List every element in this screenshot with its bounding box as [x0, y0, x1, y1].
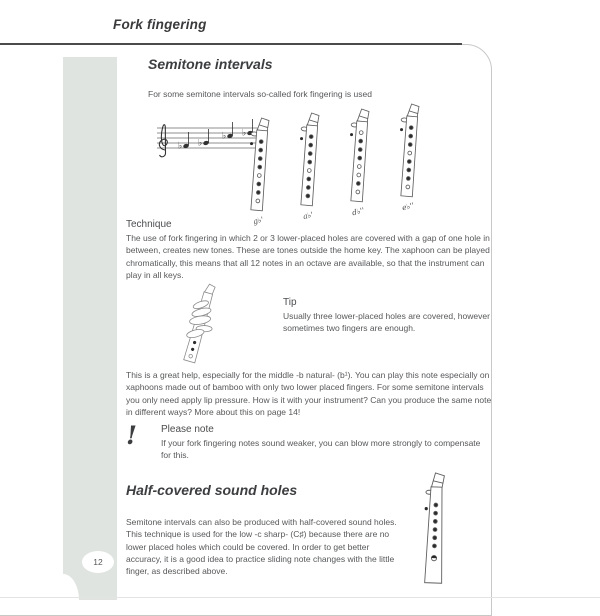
fingering-chart-db [340, 107, 376, 216]
header-rule [0, 43, 462, 45]
tip-heading: Tip [283, 297, 297, 308]
semitone-intro-text: For some semitone intervals so-called fork fingering is used [148, 89, 372, 99]
xaphoon-diagram-icon [290, 111, 326, 209]
exclamation-mark-icon: ! [126, 421, 137, 450]
fingering-chart-ab [290, 111, 326, 220]
help-paragraph: This is a great help, especially for the middle -b natural- (b¹). You can play this note especially on xaphoons made out of bamboo with only two lower placed fingers. For some semitone intervals you only need apply lip pressure. How is it with your instrument? Can you produce the same note in different ways? More about this on page 14! [126, 370, 492, 417]
half-covered-xaphoon-illustration [413, 471, 459, 589]
page-title: Fork fingering [113, 17, 207, 32]
page-bottom-edge [0, 597, 600, 598]
section-heading-semitone-intervals: Semitone intervals [148, 56, 273, 72]
svg-text:♭: ♭ [178, 141, 183, 152]
please-note-body: If your fork fingering notes sound weaker, you can blow more strongly to compensate for this. [161, 438, 481, 461]
tip-fingers-illustration [168, 281, 230, 369]
fingering-label: a♭' [302, 209, 314, 222]
svg-text:♭: ♭ [222, 131, 227, 142]
svg-text:♭: ♭ [198, 138, 203, 149]
technique-heading: Technique [126, 219, 172, 230]
page-number: 12 [93, 557, 103, 567]
half-covered-body: Semitone intervals can also be produced with half-covered sound holes. This technique is used for the low -c sharp- (C♯) because there are no lower placed holes which could be covered. In order to get better accuracy, it is a good idea to practice sliding note changes with the little finger, as described above. [126, 517, 397, 577]
xaphoon-diagram-icon [390, 102, 426, 200]
fingering-label: g♭' [251, 214, 265, 227]
svg-text:♭: ♭ [242, 128, 247, 139]
please-note-heading: Please note [161, 424, 214, 435]
fingering-label: d♭'' [350, 205, 366, 218]
sidebar-strip [63, 57, 117, 600]
fingering-chart-eb [390, 102, 426, 211]
tip-body: Usually three lower-placed holes are covered, however sometimes two fingers are enough. [283, 311, 490, 334]
xaphoon-diagram-icon [340, 107, 376, 205]
page-number-badge [82, 551, 114, 573]
fingering-charts-row [240, 102, 426, 225]
fingering-label: e♭'' [401, 200, 415, 213]
technique-body: The use of fork fingering in which 2 or 3 lower-placed holes are covered with a gap of one hole in between, creates new tones. These are tones outside the home key. The xaphoon can be played chromatically, this means that all 12 notes in an octave are available, so that the instrument can play in all keys. [126, 233, 490, 280]
fingering-chart-gb [240, 116, 276, 225]
section-heading-half-covered: Half-covered sound holes [126, 482, 298, 498]
xaphoon-diagram-icon [240, 116, 276, 214]
